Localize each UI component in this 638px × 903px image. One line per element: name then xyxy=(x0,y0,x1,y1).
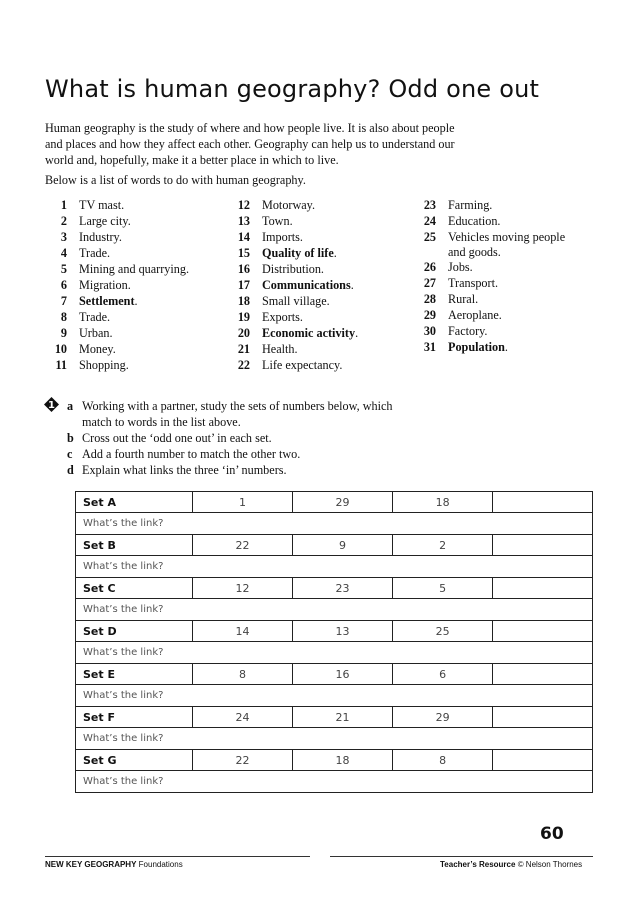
word-list-item xyxy=(226,325,402,341)
footer-book: Foundations xyxy=(138,860,183,869)
word-text xyxy=(436,213,573,229)
link-question-field[interactable]: What’s the link? xyxy=(76,556,593,578)
word-label: TV mast. xyxy=(79,198,125,212)
set-label: Set E xyxy=(76,664,193,685)
word-label: Large city. xyxy=(79,214,131,228)
word-number: 14 xyxy=(237,230,250,244)
word-label: Distribution. xyxy=(262,262,324,276)
word-text xyxy=(436,339,573,355)
task-letter: d xyxy=(67,463,74,477)
set-number: 2 xyxy=(393,535,493,556)
set-number: 18 xyxy=(393,492,493,513)
word-list-item xyxy=(410,229,573,259)
word-label: Imports. xyxy=(262,230,303,244)
set-number: 22 xyxy=(192,750,292,771)
word-list-item xyxy=(410,291,573,307)
link-question-field[interactable]: What’s the link? xyxy=(76,642,593,664)
word-text xyxy=(250,357,402,373)
word-number: 2 xyxy=(60,214,67,228)
word-label: Small village. xyxy=(262,294,330,308)
set-number: 12 xyxy=(192,578,292,599)
word-list-item xyxy=(226,245,402,261)
set-row xyxy=(76,664,593,685)
set-row xyxy=(76,578,593,599)
word-list-column-1 xyxy=(45,197,239,373)
word-number: 30 xyxy=(423,324,436,338)
word-text xyxy=(250,197,402,213)
set-label: Set C xyxy=(76,578,193,599)
set-label: Set A xyxy=(76,492,193,513)
word-number: 23 xyxy=(423,198,436,212)
link-row xyxy=(76,728,593,750)
word-number: 20 xyxy=(237,326,250,340)
word-label: Economic activity xyxy=(262,326,356,340)
set-row xyxy=(76,535,593,556)
set-number: 18 xyxy=(293,750,393,771)
task-text: Explain what links the three ‘in’ numbers. xyxy=(82,463,287,477)
word-text xyxy=(67,197,239,213)
word-label: Transport. xyxy=(448,276,498,290)
set-number: 6 xyxy=(393,664,493,685)
word-text xyxy=(67,245,239,261)
word-list-item xyxy=(45,245,239,261)
word-text xyxy=(67,261,239,277)
exercise-number: 1 xyxy=(48,400,55,411)
link-question-field[interactable]: What’s the link? xyxy=(76,728,593,750)
word-number: 25 xyxy=(423,230,436,244)
word-list-item xyxy=(226,293,402,309)
word-text xyxy=(250,245,402,261)
word-number: 21 xyxy=(237,342,250,356)
word-label: Aeroplane. xyxy=(448,308,502,322)
word-label: Trade. xyxy=(79,310,111,324)
word-number: 22 xyxy=(237,358,250,372)
set-number: 21 xyxy=(293,707,393,728)
word-text xyxy=(436,291,573,307)
word-number: 29 xyxy=(423,308,436,322)
link-row xyxy=(76,556,593,578)
set-number: 24 xyxy=(192,707,292,728)
word-period: . xyxy=(504,340,508,354)
word-number: 10 xyxy=(54,342,67,356)
page-number: 60 xyxy=(540,824,564,844)
set-number: 8 xyxy=(192,664,292,685)
word-text xyxy=(250,261,402,277)
word-list-item xyxy=(45,197,239,213)
word-label: Population xyxy=(448,340,505,354)
word-number: 11 xyxy=(55,358,67,372)
word-text xyxy=(67,309,239,325)
word-number: 6 xyxy=(60,278,67,292)
word-number: 16 xyxy=(237,262,250,276)
set-number: 13 xyxy=(293,621,393,642)
word-list-item xyxy=(45,293,239,309)
word-number: 17 xyxy=(237,278,250,292)
task-item xyxy=(63,398,412,430)
task-letter: b xyxy=(67,431,74,445)
word-list-item xyxy=(45,325,239,341)
word-number: 9 xyxy=(60,326,67,340)
word-label: Health. xyxy=(262,342,298,356)
word-list-item xyxy=(410,213,573,229)
word-text xyxy=(67,357,239,373)
word-label: Mining and quarrying. xyxy=(79,262,190,276)
word-label: Migration. xyxy=(79,278,131,292)
word-list-item xyxy=(226,309,402,325)
word-label: Exports. xyxy=(262,310,303,324)
fourth-number-field[interactable] xyxy=(493,750,593,771)
word-label: Motorway. xyxy=(262,198,316,212)
footer-series: NEW KEY GEOGRAPHY xyxy=(45,860,137,869)
set-row xyxy=(76,492,593,513)
task-item xyxy=(63,446,412,462)
word-list-item xyxy=(410,339,573,355)
set-number: 29 xyxy=(393,707,493,728)
word-text xyxy=(436,197,573,213)
link-question-field[interactable]: What’s the link? xyxy=(76,513,593,535)
word-label: Life expectancy. xyxy=(262,358,343,372)
word-text xyxy=(67,293,239,309)
footer-resource: Teacher’s Resource xyxy=(440,860,516,869)
word-number: 12 xyxy=(237,198,250,212)
set-number: 25 xyxy=(393,621,493,642)
footer-left xyxy=(45,860,183,869)
word-list-column-2 xyxy=(226,197,402,373)
word-list-item xyxy=(226,341,402,357)
fourth-number-field[interactable] xyxy=(493,492,593,513)
footer-right xyxy=(440,860,582,869)
task-text: Working with a partner, study the sets of numbers below, which match to words in the list above. xyxy=(82,399,393,429)
link-row xyxy=(76,685,593,707)
word-label: Urban. xyxy=(79,326,113,340)
word-label: Education. xyxy=(448,214,501,228)
word-list-item xyxy=(226,357,402,373)
word-list-item xyxy=(226,261,402,277)
word-number: 28 xyxy=(423,292,436,306)
word-text xyxy=(67,229,239,245)
task-letter: a xyxy=(67,399,74,413)
word-list-item xyxy=(226,229,402,245)
word-text xyxy=(250,213,402,229)
word-text xyxy=(436,259,573,275)
word-label: Jobs. xyxy=(448,260,473,274)
fourth-number-field[interactable] xyxy=(493,578,593,599)
set-row xyxy=(76,750,593,771)
exercise-number-icon xyxy=(44,397,59,412)
sets-table xyxy=(75,491,593,793)
word-text xyxy=(67,325,239,341)
word-list-item xyxy=(45,309,239,325)
word-list-item xyxy=(226,197,402,213)
task-item xyxy=(63,430,412,446)
word-list-item xyxy=(45,213,239,229)
word-text xyxy=(436,229,573,259)
set-row xyxy=(76,707,593,728)
set-label: Set B xyxy=(76,535,193,556)
word-list-item xyxy=(45,229,239,245)
word-list-item xyxy=(45,357,239,373)
word-text xyxy=(436,307,573,323)
word-number: 13 xyxy=(237,214,250,228)
footer-rule-right xyxy=(330,856,593,857)
link-question-field[interactable]: What’s the link? xyxy=(76,685,593,707)
word-text xyxy=(250,293,402,309)
word-number: 19 xyxy=(237,310,250,324)
word-label: Industry. xyxy=(79,230,122,244)
word-list-item xyxy=(45,261,239,277)
word-number: 4 xyxy=(60,246,67,260)
set-number: 16 xyxy=(293,664,393,685)
set-number: 23 xyxy=(293,578,393,599)
link-question-field[interactable]: What’s the link? xyxy=(76,771,593,793)
link-row xyxy=(76,513,593,535)
set-number: 9 xyxy=(293,535,393,556)
set-row xyxy=(76,621,593,642)
word-list-item xyxy=(226,277,402,293)
set-number: 29 xyxy=(293,492,393,513)
word-text xyxy=(250,325,402,341)
fourth-number-field[interactable] xyxy=(493,707,593,728)
word-number: 31 xyxy=(423,340,436,354)
word-label: Farming. xyxy=(448,198,493,212)
set-number: 22 xyxy=(192,535,292,556)
word-number: 1 xyxy=(60,198,67,212)
word-period: . xyxy=(134,294,138,308)
list-intro: Below is a list of words to do with human geography. xyxy=(45,173,306,187)
word-number: 5 xyxy=(60,262,67,276)
link-row xyxy=(76,771,593,793)
set-number: 14 xyxy=(192,621,292,642)
word-list-item xyxy=(410,323,573,339)
word-list-item xyxy=(45,341,239,357)
word-number: 26 xyxy=(423,260,436,274)
word-text xyxy=(250,309,402,325)
word-number: 15 xyxy=(237,246,250,260)
link-row xyxy=(76,642,593,664)
word-label: Rural. xyxy=(448,292,479,306)
intro-paragraph: Human geography is the study of where and how people live. It is also about people and places and how they affect each other. Geography can help us to understand our world and, hopefully, make it a better place in which to live. xyxy=(45,121,455,167)
word-text xyxy=(67,341,239,357)
word-list-item xyxy=(410,197,573,213)
word-label: Trade. xyxy=(79,246,111,260)
word-number: 3 xyxy=(60,230,67,244)
word-list-item xyxy=(45,277,239,293)
set-label: Set F xyxy=(76,707,193,728)
fourth-number-field[interactable] xyxy=(493,664,593,685)
word-text xyxy=(250,229,402,245)
task-text: Add a fourth number to match the other two. xyxy=(82,447,301,461)
word-label: Settlement xyxy=(79,294,135,308)
word-period: . xyxy=(333,246,337,260)
word-number: 7 xyxy=(60,294,67,308)
fourth-number-field[interactable] xyxy=(493,621,593,642)
word-label: Factory. xyxy=(448,324,488,338)
task-letter: c xyxy=(67,447,73,461)
word-list-item xyxy=(410,275,573,291)
word-label: Communications xyxy=(262,278,351,292)
link-row xyxy=(76,599,593,621)
word-text xyxy=(67,213,239,229)
word-label: Vehicles moving people and goods. xyxy=(448,230,566,259)
word-number: 24 xyxy=(423,214,436,228)
word-text xyxy=(250,341,402,357)
footer-rule-left xyxy=(45,856,310,857)
set-label: Set D xyxy=(76,621,193,642)
task-text: Cross out the ‘odd one out’ in each set. xyxy=(82,431,272,445)
page-title: What is human geography? Odd one out xyxy=(45,75,540,103)
set-label: Set G xyxy=(76,750,193,771)
word-text xyxy=(436,323,573,339)
word-label: Money. xyxy=(79,342,116,356)
word-period: . xyxy=(355,326,359,340)
fourth-number-field[interactable] xyxy=(493,535,593,556)
task-item xyxy=(63,462,412,478)
word-period: . xyxy=(350,278,354,292)
task-list xyxy=(63,398,412,478)
word-number: 18 xyxy=(237,294,250,308)
set-number: 1 xyxy=(192,492,292,513)
word-number: 27 xyxy=(423,276,436,290)
word-text xyxy=(436,275,573,291)
word-text xyxy=(67,277,239,293)
word-label: Town. xyxy=(262,214,293,228)
set-number: 8 xyxy=(393,750,493,771)
word-text xyxy=(250,277,402,293)
set-number: 5 xyxy=(393,578,493,599)
word-number: 8 xyxy=(60,310,67,324)
word-label: Quality of life xyxy=(262,246,334,260)
link-question-field[interactable]: What’s the link? xyxy=(76,599,593,621)
word-list-column-3 xyxy=(410,197,573,355)
word-list-item xyxy=(410,307,573,323)
word-list-item xyxy=(226,213,402,229)
footer-copyright: © Nelson Thornes xyxy=(517,860,583,869)
word-list-item xyxy=(410,259,573,275)
word-label: Shopping. xyxy=(79,358,129,372)
